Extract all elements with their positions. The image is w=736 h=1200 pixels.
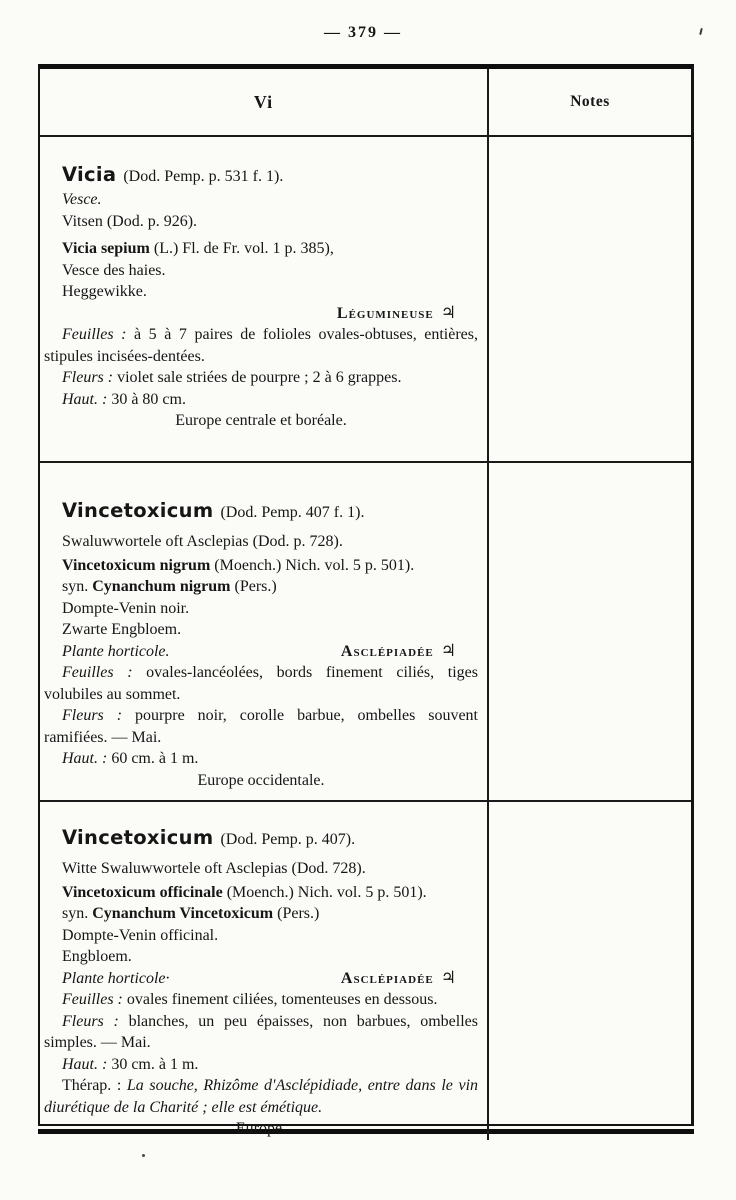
fleurs-label: Fleurs :: [62, 369, 114, 386]
synonym-line: [44, 576, 478, 598]
family-group: [341, 641, 456, 663]
haut-text: 30 à 80 cm.: [111, 390, 186, 408]
species-reference: (Moench.) Nich. vol. 5 p. 501).: [214, 556, 415, 574]
vernacular-nl-2: Engbloem.: [62, 948, 132, 965]
fleurs-paragraph: [44, 705, 478, 748]
table-row: [40, 802, 691, 1137]
syn-label: syn.: [62, 905, 89, 922]
entry-vicia: [40, 137, 487, 461]
distribution: Europe occidentale.: [197, 771, 325, 789]
entry-heading: [44, 163, 478, 186]
entry-vincetoxicum-officinale: [40, 802, 487, 1140]
notes-cell: [487, 137, 691, 461]
synonym-reference: (Pers.): [234, 578, 277, 595]
family-name: Asclépiadée: [340, 642, 434, 660]
family-line: [44, 968, 478, 990]
species-name: Vincetoxicum nigrum: [62, 556, 211, 574]
notes-cell: [487, 463, 691, 800]
table-header-row: [40, 69, 691, 137]
entry-vincetoxicum-nigrum: [40, 463, 487, 800]
genus-name: Vincetoxicum: [62, 499, 214, 522]
table-border-box: [38, 64, 694, 1137]
vernacular-nl: Vitsen (Dod. p. 926).: [62, 212, 198, 230]
therap-label: Thérap. :: [62, 1077, 122, 1094]
species-line: [44, 238, 478, 260]
synonym-line: [44, 903, 478, 925]
perennial-symbol: ♃: [440, 967, 456, 988]
distribution: Europe.: [235, 1120, 287, 1137]
genus-name: Vincetoxicum: [62, 826, 214, 849]
feuilles-text: ovales-lancéolées, bords finement ciliés, tiges volubiles au sommet.: [44, 664, 478, 703]
vernacular-fr: Dompte-Venin noir.: [62, 599, 190, 617]
species-line: [44, 555, 478, 577]
haut-paragraph: [44, 748, 478, 770]
syn-label: syn.: [62, 578, 89, 595]
fleurs-text: violet sale striées de pourpre ; 2 à 6 grappes.: [117, 369, 402, 386]
scan-artifact-dot: [142, 1154, 145, 1157]
species-name: Vincetoxicum officinale: [62, 883, 223, 901]
feuilles-paragraph: [44, 324, 478, 367]
synonym-name: Cynanchum nigrum: [92, 578, 231, 595]
vernacular-nl: Swaluwwortele oft Asclepias (Dod. p. 728).: [62, 533, 343, 550]
feuilles-label: Feuilles :: [62, 664, 133, 681]
page-number: — 379 —: [324, 24, 402, 41]
heading-reference: (Dod. Pemp. p. 407).: [220, 831, 356, 848]
feuilles-label: Feuilles :: [62, 991, 123, 1008]
column-header-vi: Vi: [253, 91, 274, 112]
haut-paragraph: [44, 389, 478, 411]
fleurs-label: Fleurs :: [62, 1012, 119, 1030]
haut-text: 30 cm. à 1 m.: [111, 1055, 199, 1073]
heading-reference: (Dod. Pemp. p. 531 f. 1).: [123, 168, 284, 185]
vernacular-fr: Dompte-Venin officinal.: [62, 926, 219, 944]
feuilles-paragraph: [44, 989, 478, 1011]
species-reference: (L.) Fl. de Fr. vol. 1 p. 385),: [153, 240, 334, 257]
family-line: [44, 641, 478, 663]
family-name: Asclépiadée: [340, 969, 434, 987]
genus-name: Vicia: [62, 163, 117, 186]
fleurs-text: pourpre noir, corolle barbue, ombelles souvent ramifiées. — Mai.: [44, 707, 478, 746]
distribution: Europe centrale et boréale.: [175, 412, 347, 429]
haut-text: 60 cm. à 1 m.: [111, 750, 199, 767]
feuilles-text: ovales finement ciliées, tomenteuses en dessous.: [126, 991, 438, 1008]
species-fr: Vesce des haies.: [62, 261, 166, 279]
entry-heading: [44, 499, 478, 522]
species-reference: (Moench.) Nich. vol. 5 p. 501).: [226, 883, 427, 901]
species-nl: Heggewikke.: [62, 283, 147, 300]
table-row: [40, 137, 691, 463]
table-row: [40, 463, 691, 802]
family-name: Légumineuse: [336, 304, 434, 322]
species-name: Vicia sepium: [62, 240, 150, 257]
horticole-note: Plante horticole.: [62, 642, 170, 660]
entry-heading: [44, 826, 478, 849]
feuilles-text: à 5 à 7 paires de folioles ovales-obtuses, entières, stipules incisées-dentées.: [44, 326, 479, 365]
fleurs-text: blanches, un peu épaisses, non barbues, ombelles simples. — Mai.: [44, 1012, 479, 1051]
synonym-reference: (Pers.): [277, 905, 320, 922]
fleurs-paragraph: [44, 367, 478, 389]
synonym-name: Cynanchum Vincetoxicum: [92, 905, 274, 922]
notes-cell: [487, 802, 691, 1140]
haut-label: Haut. :: [62, 750, 108, 767]
heading-reference: (Dod. Pemp. 407 f. 1).: [220, 504, 365, 521]
family-group: [337, 303, 456, 325]
fleurs-label: Fleurs :: [62, 707, 123, 724]
haut-label: Haut. :: [62, 390, 108, 408]
perennial-symbol: ♃: [440, 302, 456, 323]
vernacular-nl-2: Zwarte Engbloem.: [62, 621, 182, 638]
therap-text: La souche, Rhizôme d'Asclépidiade, entre dans le vin diurétique de la Charité ; elle est émétique.: [44, 1077, 479, 1116]
feuilles-paragraph: [44, 662, 478, 705]
therap-paragraph: [44, 1075, 478, 1118]
haut-label: Haut. :: [62, 1055, 108, 1073]
index-table: [38, 64, 694, 1137]
haut-paragraph: [44, 1054, 478, 1076]
vernacular-fr: Vesce.: [62, 191, 102, 208]
species-line: [44, 882, 478, 904]
feuilles-label: Feuilles :: [62, 326, 127, 343]
fleurs-paragraph: [44, 1011, 478, 1054]
vernacular-nl: Witte Swaluwwortele oft Asclepias (Dod. 728).: [62, 860, 366, 877]
family-line: [44, 303, 478, 325]
family-group: [341, 968, 456, 990]
perennial-symbol: ♃: [440, 640, 456, 661]
horticole-note: Plante horticole·: [62, 969, 170, 987]
column-header-notes: Notes: [487, 69, 691, 135]
